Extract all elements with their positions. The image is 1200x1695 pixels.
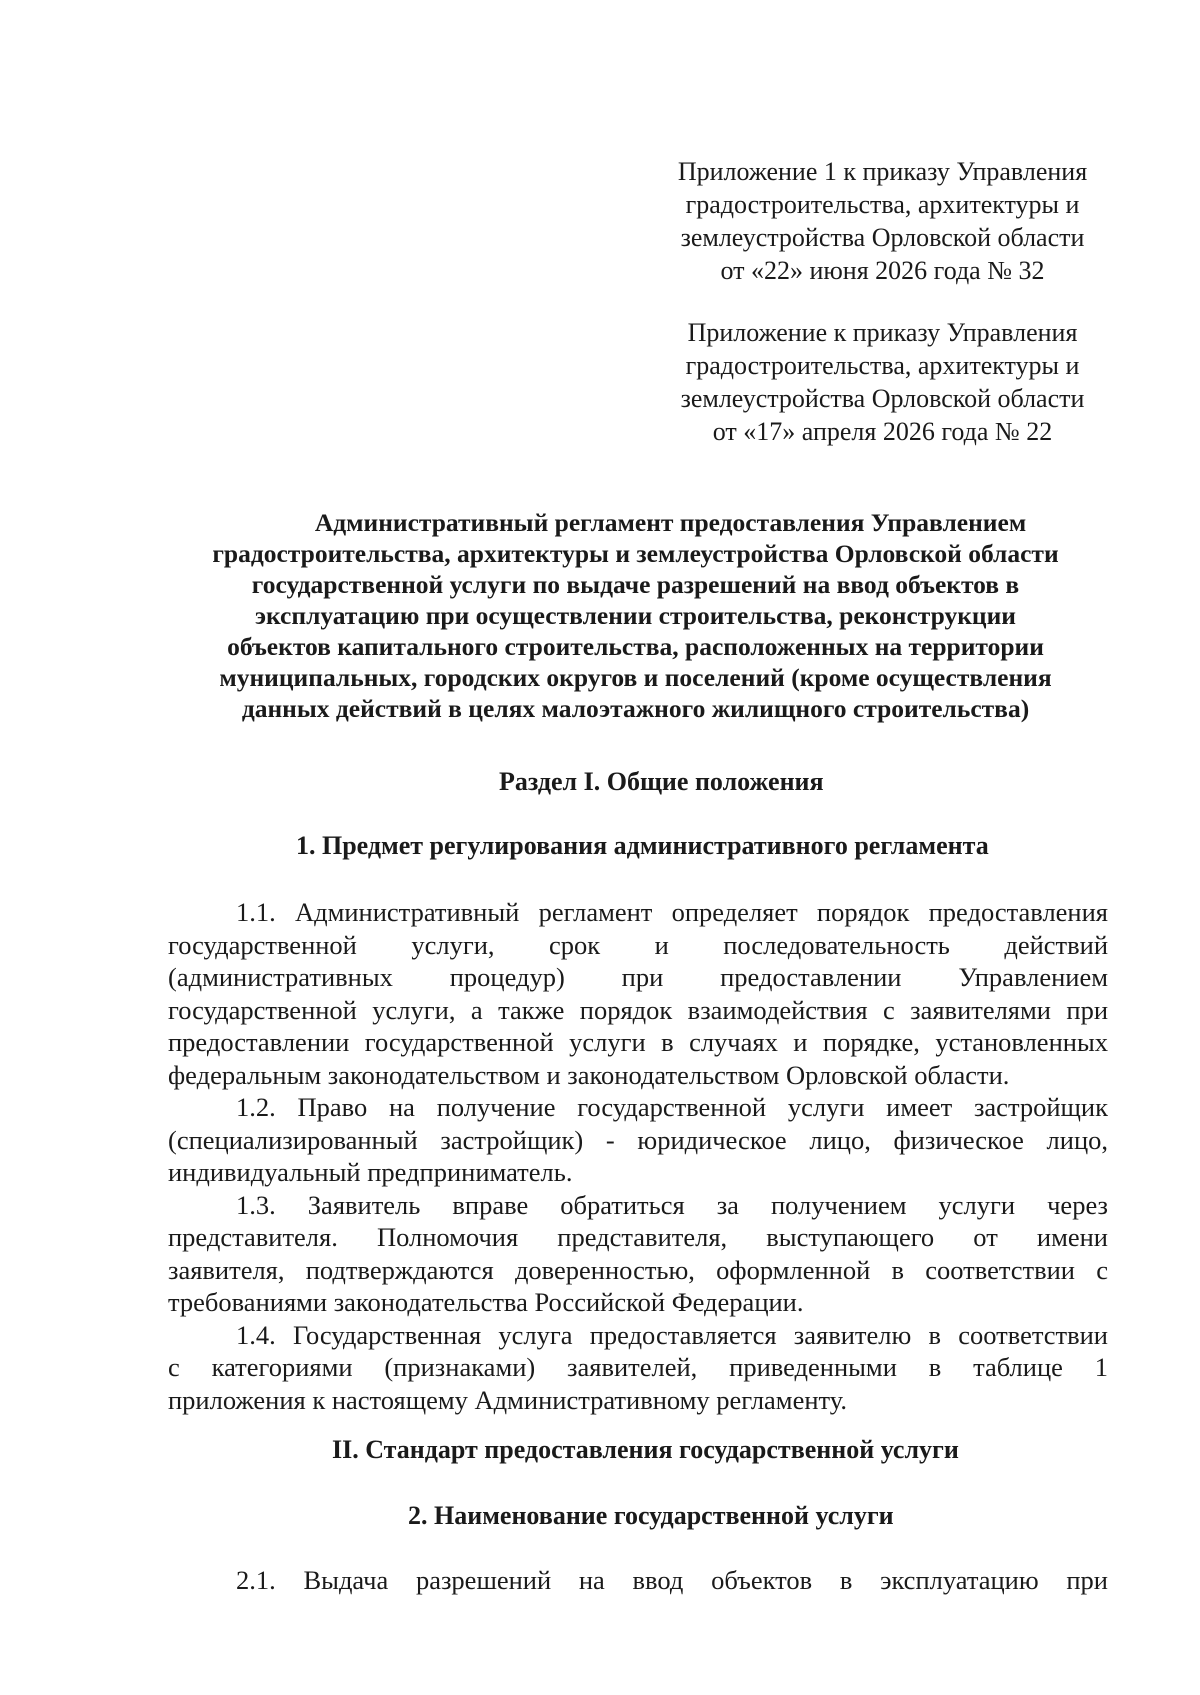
annex-2-line: Приложение к приказу Управления bbox=[687, 318, 1078, 347]
annex-2-line: от «17» апреля 2026 года № 22 bbox=[712, 417, 1053, 446]
paragraph-line: индивидуальный предприниматель. bbox=[168, 1157, 573, 1187]
title-line: объектов капитального строительства, расположенных на территории bbox=[227, 632, 1044, 661]
paragraph-line: государственной услуги, срок и последовательность действий bbox=[168, 929, 1108, 960]
title-line: государственной услуги по выдаче разрешений на ввод объектов в bbox=[251, 570, 1020, 599]
paragraph-line: (специализированный застройщик) - юридическое лицо, физическое лицо, bbox=[168, 1124, 1108, 1155]
paragraph-line: заявителя, подтверждаются доверенностью, оформленной в соответствии с bbox=[168, 1254, 1108, 1285]
annex-1-line: от «22» июня 2026 года № 32 bbox=[720, 256, 1045, 285]
annex-1-header bbox=[660, 155, 1105, 287]
annex-2-line: землеустройства Орловской области bbox=[680, 384, 1085, 413]
section-1-body bbox=[168, 896, 1108, 1416]
paragraph-2-1 bbox=[168, 1564, 1108, 1597]
paragraph-line: 2.1. Выдача разрешений на ввод объектов в эксплуатацию при bbox=[236, 1565, 1108, 1595]
title-line: градостроительства, архитектуры и землеустройства Орловской области bbox=[212, 539, 1059, 568]
section-2-subheading: 2. Наименование государственной услуги bbox=[408, 1501, 894, 1530]
annex-2-line: градостроительства, архитектуры и bbox=[685, 351, 1080, 380]
paragraph-line: 1.1. Административный регламент определяет порядок предоставления bbox=[236, 897, 1108, 927]
title-line: Административный регламент предоставления Управлением bbox=[314, 508, 1027, 537]
section-1-heading: Раздел I. Общие положения bbox=[499, 767, 824, 796]
section-2-heading: II. Стандарт предоставления государственной услуги bbox=[332, 1435, 959, 1464]
section-1-subheading: 1. Предмет регулирования административного регламента bbox=[296, 831, 989, 860]
paragraph-line: предоставлении государственной услуги в случаях и порядке, установленных bbox=[168, 1027, 1108, 1057]
paragraph-line: 1.2. Право на получение государственной услуги имеет застройщик bbox=[236, 1092, 1108, 1122]
annex-2-header bbox=[660, 316, 1105, 448]
paragraph-line: с категориями (признаками) заявителей, приведенными в таблице 1 bbox=[168, 1352, 1108, 1382]
annex-1-line: Приложение 1 к приказу Управления bbox=[677, 157, 1088, 186]
paragraph-line: федеральным законодательством и законодательством Орловской области. bbox=[168, 1059, 1010, 1090]
paragraph-line: приложения к настоящему Административному регламенту. bbox=[168, 1384, 847, 1415]
annex-1-line: землеустройства Орловской области bbox=[680, 223, 1085, 252]
title-line: муниципальных, городских округов и поселений (кроме осуществления bbox=[219, 663, 1052, 692]
paragraph-line: (административных процедур) при предоставлении Управлением bbox=[168, 962, 1108, 992]
title-line: эксплуатацию при осуществлении строительства, реконструкции bbox=[254, 601, 1016, 630]
title-line: данных действий в целях малоэтажного жилищного строительства) bbox=[241, 694, 1030, 723]
paragraph-line: представителя. Полномочия представителя, выступающего от имени bbox=[168, 1222, 1108, 1252]
paragraph-line: 1.3. Заявитель вправе обратиться за получением услуги через bbox=[236, 1189, 1108, 1220]
paragraph-1-3 bbox=[168, 1189, 1108, 1319]
paragraph-line: государственной услуги, а также порядок взаимодействия с заявителями при bbox=[168, 994, 1108, 1025]
paragraph-1-2 bbox=[168, 1091, 1108, 1189]
document-title bbox=[168, 507, 1103, 724]
paragraph-line: 1.4. Государственная услуга предоставляется заявителю в соответствии bbox=[236, 1319, 1108, 1350]
paragraph-1-1 bbox=[168, 896, 1108, 1091]
annex-1-line: градостроительства, архитектуры и bbox=[685, 190, 1080, 219]
paragraph-1-4 bbox=[168, 1319, 1108, 1417]
paragraph-line: требованиями законодательства Российской Федерации. bbox=[168, 1287, 804, 1317]
